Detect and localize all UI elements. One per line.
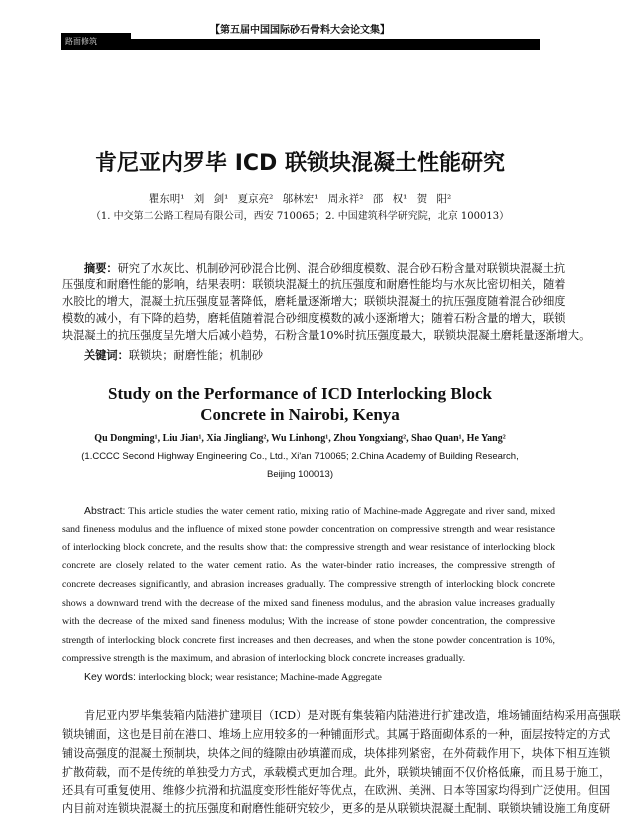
english-abstract-line: shows a downward trend with the decrease of the mixed sand fineness modulus, and the abrasion value increases gradually: [62, 598, 555, 609]
header-rule: [61, 39, 540, 50]
keywords-label: 关键词：: [84, 348, 129, 362]
english-keywords: Key words: interlocking block; wear resistance; Machine-made Aggregate: [84, 671, 382, 683]
english-authors: Qu Dongming¹, Liu Jian¹, Xia Jingliang², Wu Linhong¹, Zhou Yongxiang², Shao Quan¹, He Yang²: [94, 433, 506, 444]
body-line: 肯尼亚内罗毕集装箱内陆港扩建项目（ICD）是对既有集装箱内陆港进行扩建改造，堆场铺面结构采用高强联: [84, 709, 621, 722]
english-abstract-line: compressive strength is the maximum, and abrasion of interlocking block concrete increases gradually.: [62, 653, 466, 664]
english-title-line: Study on the Performance of ICD Interlocking Block: [108, 384, 492, 403]
body-line: 还具有可重复使用、维修少抗滑和抗温度变形性能好等优点，在欧洲、美洲、日本等国家均得到广泛使用。但国: [62, 784, 611, 797]
english-abstract-line: strength of interlocking block concrete first increases and then decreases, and when the stone powder concentration is 10%,: [62, 635, 555, 646]
chinese-keywords: 关键词：联锁块；耐磨性能；机制砂: [84, 348, 264, 362]
english-affiliation: Beijing 100013): [266, 469, 334, 480]
chinese-abstract-line: 压强度和耐磨性能的影响，结果表明：联锁块混凝土的抗压强度和耐磨性能均与水灰比密切相关，随着: [62, 278, 566, 291]
english-abstract-line: with the decrease of the mixed sand fineness modulus; With the increase of stone powder concentration, the compressive: [62, 616, 555, 627]
body-line: 扩散荷载，而不是传统的单独受力方式，承载模式更加合理。此外，联锁块铺面不仅价格低廉，而且易于施工，: [62, 766, 611, 779]
body-line: 锁块铺面，这也是目前在港口、堆场上应用较多的一种铺面形式。其属于路面砌体系的一种，面层按特定的方式: [62, 728, 611, 741]
body-line: 铺设高强度的混凝土预制块，块体之间的缝隙由砂填灌而成，块体排列紧密，在外荷载作用下，块体下相互连锁: [62, 747, 611, 760]
body-line: 内目前对连锁块混凝土的抗压强度和耐磨性能研究较少，更多的是从联锁块混凝土配制、联锁块铺设施工角度研: [62, 802, 611, 815]
abstract-label: Abstract:: [84, 505, 126, 517]
english-abstract-line: of interlocking block concrete, and the results show that: the compressive strength and wear resistance of interlocking block: [62, 542, 555, 553]
running-header: 【第五届中国国际砂石骨料大会论文集】: [210, 25, 390, 36]
english-abstract-line: concrete decreases significantly, and abrasion increases gradually. The compressive strength of interlocking block concrete: [62, 579, 555, 590]
english-abstract-line: Abstract: This article studies the water cement ratio, mixing ratio of Machine-made Aggregate and river sand, mixed: [84, 505, 555, 517]
chinese-affiliation: （1. 中交第二公路工程局有限公司，西安 710065；2. 中国建筑科学研究院，北京 100013）: [90, 211, 510, 222]
english-abstract-line: sand fineness modulus and the influence of mixed stone powder concentration on compressive strength and wear resistance: [62, 524, 555, 535]
chinese-title: 肯尼亚内罗毕 ICD 联锁块混凝土性能研究: [95, 151, 505, 176]
chinese-abstract-line: 模数的减小，有下降的趋势，磨耗值随着混合砂细度模数的减小逐渐增大；随着石粉含量的增大，联锁: [62, 312, 566, 325]
english-title-line: Concrete in Nairobi, Kenya: [200, 405, 400, 424]
keywords-label: Key words:: [84, 671, 136, 683]
english-abstract-line: concrete are closely related to the water cement ratio. As the water-binder ratio increases, the compressive strength of: [62, 560, 555, 571]
chinese-abstract-line: 水胶比的增大，混凝土抗压强度显著降低，磨耗量逐渐增大；联锁块混凝土的抗压强度随着混合砂细度: [62, 295, 566, 308]
chinese-abstract-line: 摘要：研究了水灰比、机制砂河砂混合比例、混合砂细度模数、混合砂石粉含量对联锁块混凝土抗: [84, 261, 566, 275]
chinese-authors: 瞿东明¹ 刘 剑¹ 夏京亮² 邬林宏¹ 周永祥² 邵 权¹ 贺 阳²: [148, 193, 452, 205]
english-affiliation: (1.CCCC Second Highway Engineering Co., Ltd., Xi'an 710065; 2.China Academy of Building Research,: [81, 451, 519, 462]
abstract-label: 摘要：: [84, 261, 118, 275]
chinese-abstract-line: 块混凝土的抗压强度呈先增大后减小趋势，石粉含量10%时抗压强度最大，联锁块混凝土磨耗量逐渐增大。: [62, 329, 591, 342]
section-tab: 路面修筑: [61, 33, 131, 50]
